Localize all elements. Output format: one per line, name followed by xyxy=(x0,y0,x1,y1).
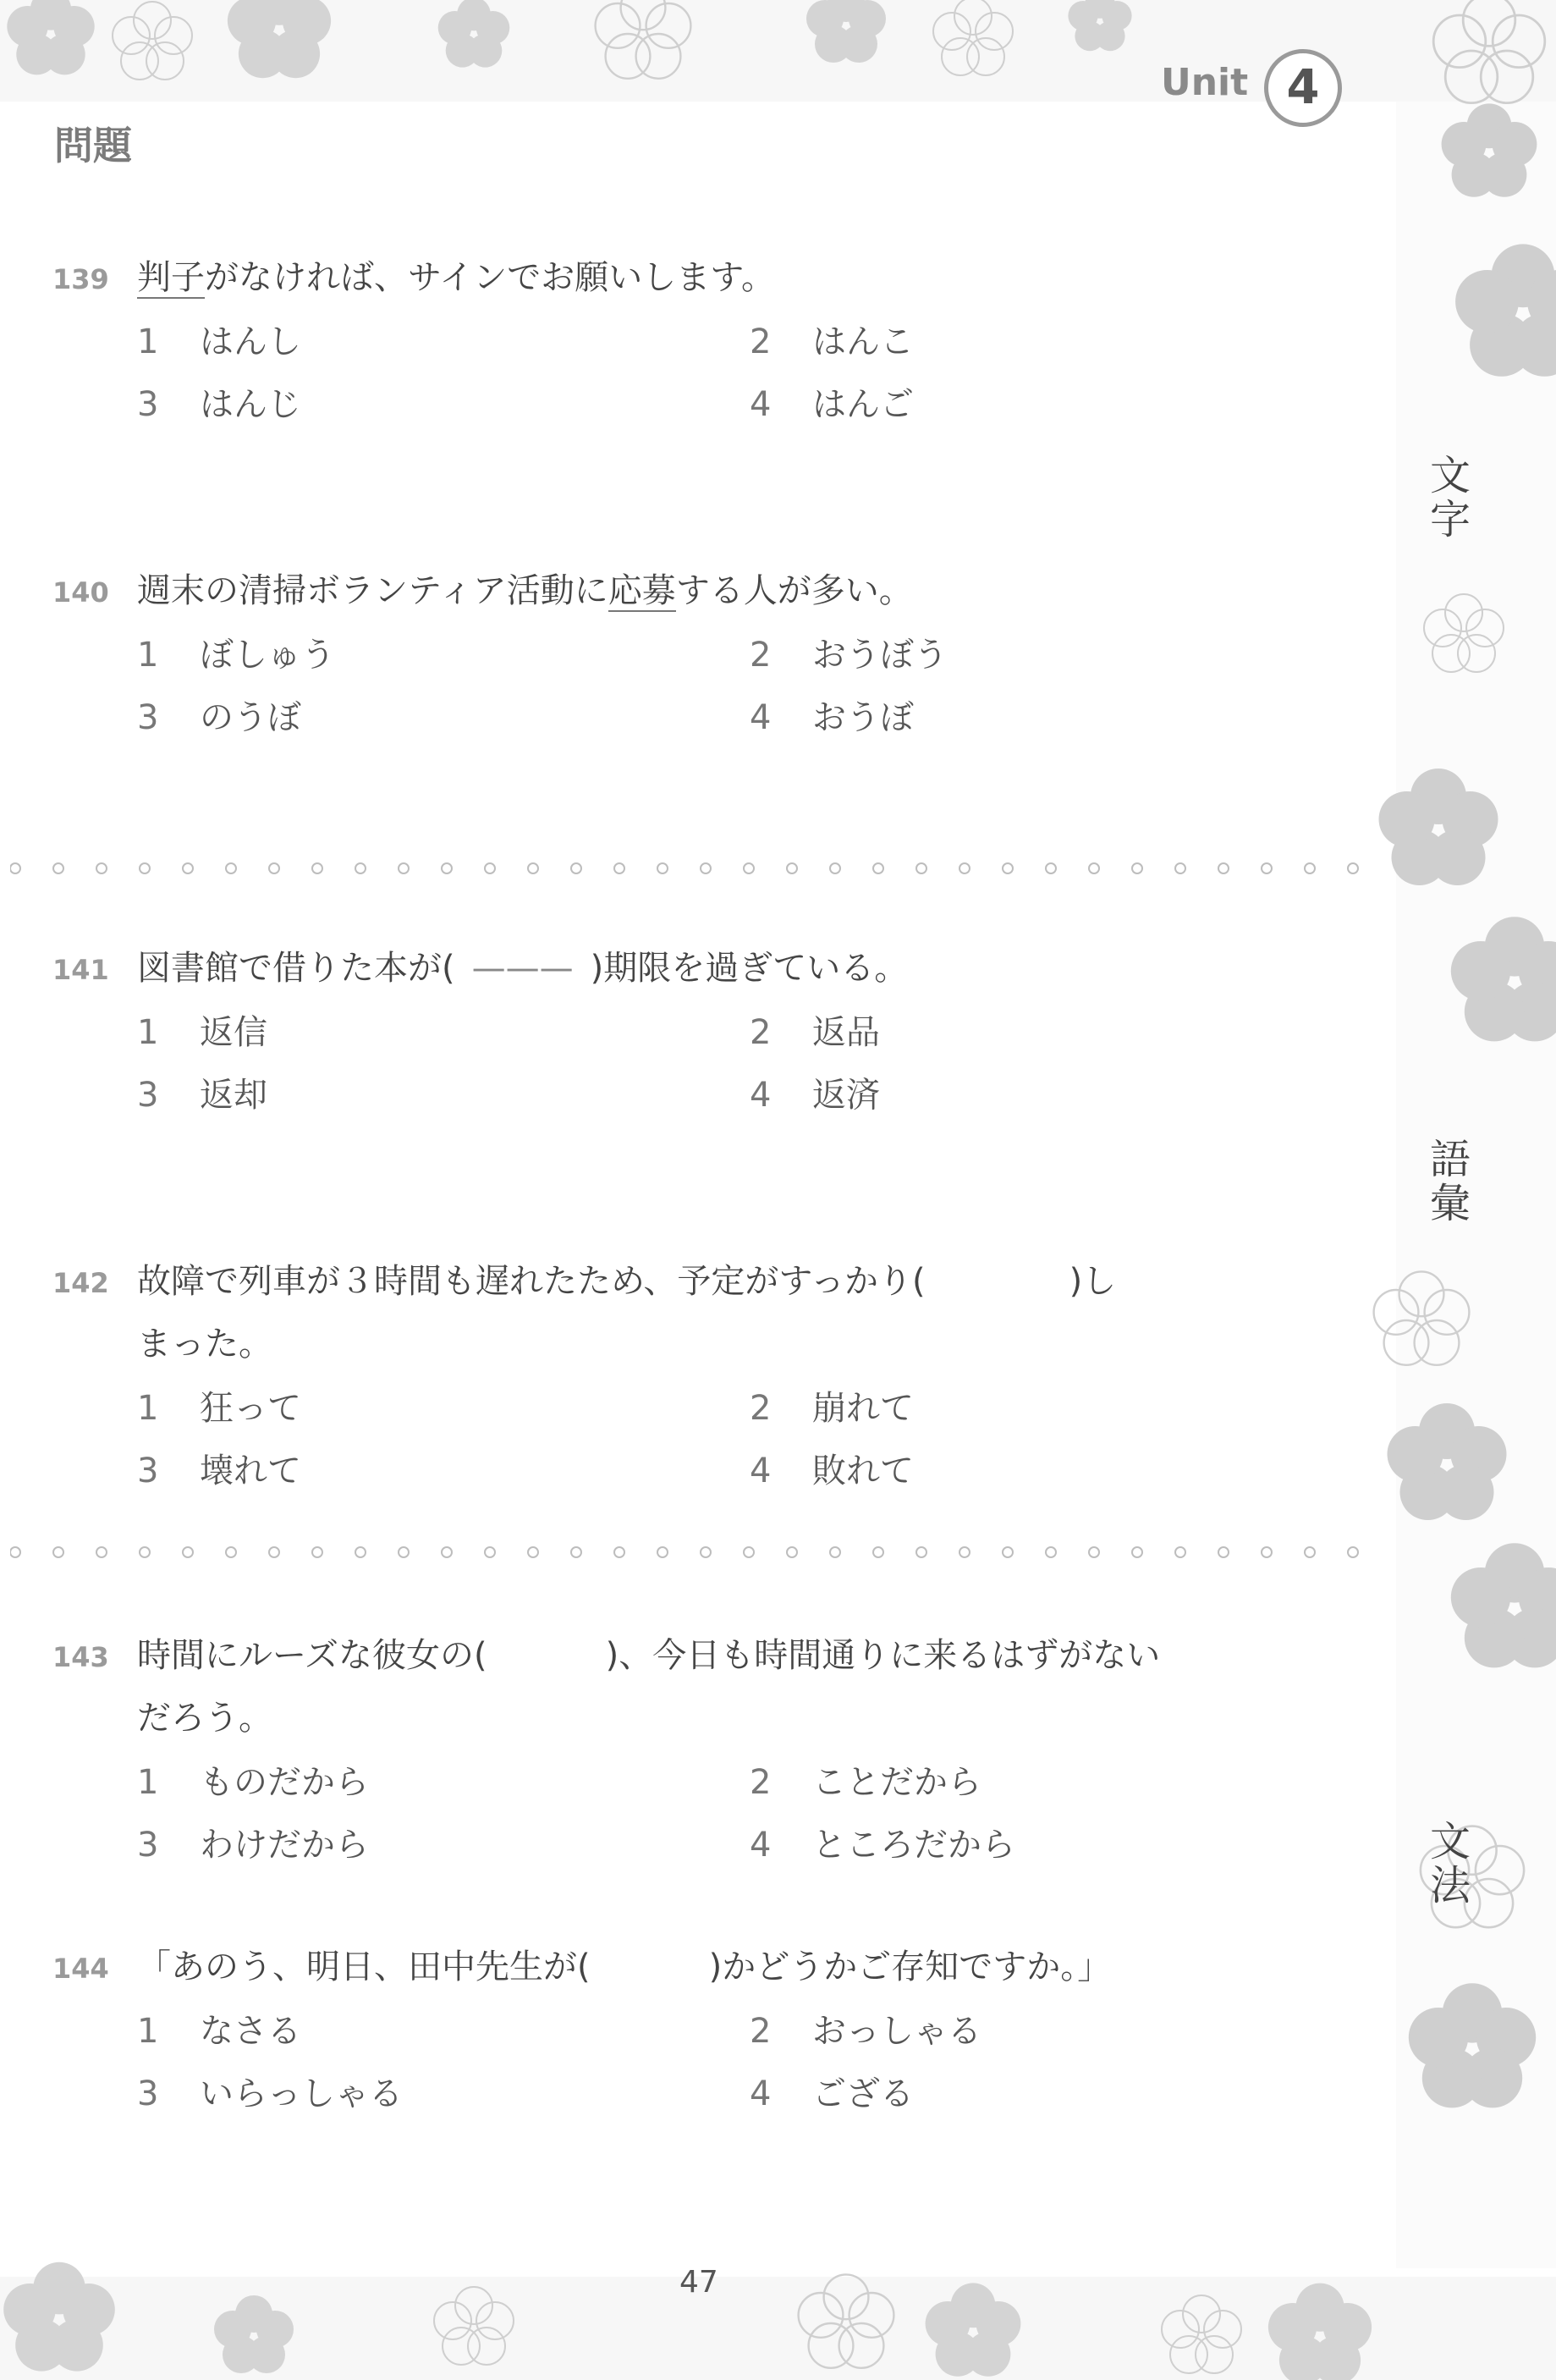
choice-text: おうぼ xyxy=(812,698,914,737)
choice-text: はんじ xyxy=(200,385,301,424)
question-141 xyxy=(52,941,908,1131)
choice-4[interactable] xyxy=(750,1444,914,1492)
choice-number: 3 xyxy=(137,2074,159,2113)
choice-number: 2 xyxy=(750,2012,772,2051)
choice-4[interactable] xyxy=(750,691,914,739)
choice-3[interactable] xyxy=(137,377,301,426)
side-label-goi xyxy=(1425,1138,1476,1226)
question-number: 140 xyxy=(52,576,109,609)
unit-number-badge: 4 xyxy=(1264,49,1342,127)
underlined-word: 判子 xyxy=(137,258,205,297)
choice-number: 1 xyxy=(137,636,159,675)
choice-text: のうぼ xyxy=(200,698,301,737)
choice-number: 1 xyxy=(137,2012,159,2051)
choice-3[interactable] xyxy=(137,691,301,739)
question-text-pre: 週末の清掃ボランティア活動に xyxy=(137,571,608,610)
choice-1[interactable] xyxy=(137,315,301,363)
choice-number: 3 xyxy=(137,1452,159,1490)
choice-3[interactable] xyxy=(137,2067,403,2115)
choice-text: 返却 xyxy=(200,1076,267,1115)
choice-1[interactable] xyxy=(137,628,335,676)
choice-2[interactable] xyxy=(750,1381,914,1430)
answer-blank: ——— xyxy=(471,949,574,988)
choice-2[interactable] xyxy=(750,628,948,676)
choice-text: ものだから xyxy=(200,1763,369,1802)
question-number: 143 xyxy=(52,1641,109,1673)
choice-text: 狂って xyxy=(200,1389,301,1428)
choice-text: はんし xyxy=(200,322,301,361)
choice-number: 4 xyxy=(750,385,772,424)
section-title: 問題 xyxy=(54,123,132,168)
choice-number: 4 xyxy=(750,2074,772,2113)
question-number: 139 xyxy=(52,263,109,295)
question-text-post: )し xyxy=(1069,1262,1117,1301)
choice-1[interactable] xyxy=(137,1381,301,1430)
choice-number: 1 xyxy=(137,1763,159,1802)
choice-number: 1 xyxy=(137,322,159,361)
question-140 xyxy=(52,564,948,753)
choice-number: 3 xyxy=(137,1826,159,1865)
choice-3[interactable] xyxy=(137,1444,301,1492)
side-label-text: 語彙 xyxy=(1429,1136,1471,1227)
choice-text: ござる xyxy=(812,2074,914,2113)
choice-text: 返済 xyxy=(812,1076,880,1115)
choice-1[interactable] xyxy=(137,2004,301,2052)
question-text-post: )、今日も時間通りに来るはずがない xyxy=(605,1636,1161,1675)
choice-number: 1 xyxy=(137,1389,159,1428)
question-number: 142 xyxy=(52,1267,109,1299)
question-text-line2: まった。 xyxy=(137,1325,272,1364)
question-139 xyxy=(52,251,914,440)
underlined-word: 応募 xyxy=(608,571,676,610)
choice-text: 敗れて xyxy=(812,1452,914,1490)
question-number: 141 xyxy=(52,954,109,986)
choice-text: なさる xyxy=(200,2012,301,2051)
question-text-post: )期限を過ぎている。 xyxy=(590,949,909,988)
choice-text: いらっしゃる xyxy=(200,2074,403,2113)
choice-number: 4 xyxy=(750,1076,772,1115)
choice-number: 2 xyxy=(750,1763,772,1802)
choice-4[interactable] xyxy=(750,1068,880,1116)
choice-2[interactable] xyxy=(750,1005,880,1054)
choice-3[interactable] xyxy=(137,1068,267,1116)
question-143 xyxy=(52,1628,1160,1881)
question-text-post: する人が多い。 xyxy=(675,571,913,610)
choice-number: 3 xyxy=(137,698,159,737)
choice-text: 崩れて xyxy=(812,1389,914,1428)
choice-number: 3 xyxy=(137,385,159,424)
question-number: 144 xyxy=(52,1953,109,1985)
choice-text: ぼしゅう xyxy=(200,636,335,675)
choice-1[interactable] xyxy=(137,1755,369,1804)
question-text-post: がなければ、サインでお願いします。 xyxy=(205,258,775,297)
choice-3[interactable] xyxy=(137,1818,369,1866)
choice-4[interactable] xyxy=(750,377,914,426)
dotted-separator xyxy=(10,1542,1372,1562)
choice-text: 壊れて xyxy=(200,1452,301,1490)
choice-text: おっしゃる xyxy=(812,2012,981,2051)
choice-4[interactable] xyxy=(750,2067,914,2115)
side-label-text: 文字 xyxy=(1429,452,1471,543)
choice-4[interactable] xyxy=(750,1818,1015,1866)
choice-number: 1 xyxy=(137,1013,159,1052)
choice-number: 4 xyxy=(750,1452,772,1490)
question-text-pre: 「あのう、明日、田中先生が( xyxy=(137,1948,591,1986)
question-text-pre: 図書館で借りた本が( xyxy=(137,949,455,988)
choice-number: 2 xyxy=(750,1013,772,1052)
choice-2[interactable] xyxy=(750,1755,981,1804)
choice-text: ところだから xyxy=(812,1826,1015,1865)
question-text-pre: 故障で列車が３時間も遅れたため、予定がすっかり( xyxy=(137,1262,926,1301)
unit-label: Unit xyxy=(1161,61,1249,104)
side-label-moji xyxy=(1425,454,1476,542)
dotted-separator xyxy=(10,858,1372,879)
question-text-pre: 時間にルーズな彼女の( xyxy=(137,1636,487,1675)
choice-number: 2 xyxy=(750,322,772,361)
choice-text: おうぼう xyxy=(812,636,948,675)
choice-text: 返品 xyxy=(812,1013,880,1052)
choice-1[interactable] xyxy=(137,1005,267,1054)
question-text-post: )かどうかご存知ですか。」 xyxy=(708,1948,1112,1986)
question-142 xyxy=(52,1254,1116,1507)
page-number: 47 xyxy=(679,2265,718,2300)
choice-text: わけだから xyxy=(200,1826,369,1865)
choice-text: ことだから xyxy=(812,1763,981,1802)
side-label-bunpo xyxy=(1425,1820,1476,1908)
choice-text: 返信 xyxy=(200,1013,267,1052)
choice-text: はんご xyxy=(812,385,914,424)
question-text-line2: だろう。 xyxy=(137,1699,272,1738)
choice-2[interactable] xyxy=(750,315,914,363)
choice-number: 4 xyxy=(750,698,772,737)
choice-number: 2 xyxy=(750,1389,772,1428)
choice-number: 4 xyxy=(750,1826,772,1865)
choice-number: 2 xyxy=(750,636,772,675)
side-label-text: 文法 xyxy=(1429,1818,1471,1909)
choice-2[interactable] xyxy=(750,2004,981,2052)
choice-number: 3 xyxy=(137,1076,159,1115)
question-144 xyxy=(52,1940,1111,2129)
choice-text: はんこ xyxy=(812,322,914,361)
